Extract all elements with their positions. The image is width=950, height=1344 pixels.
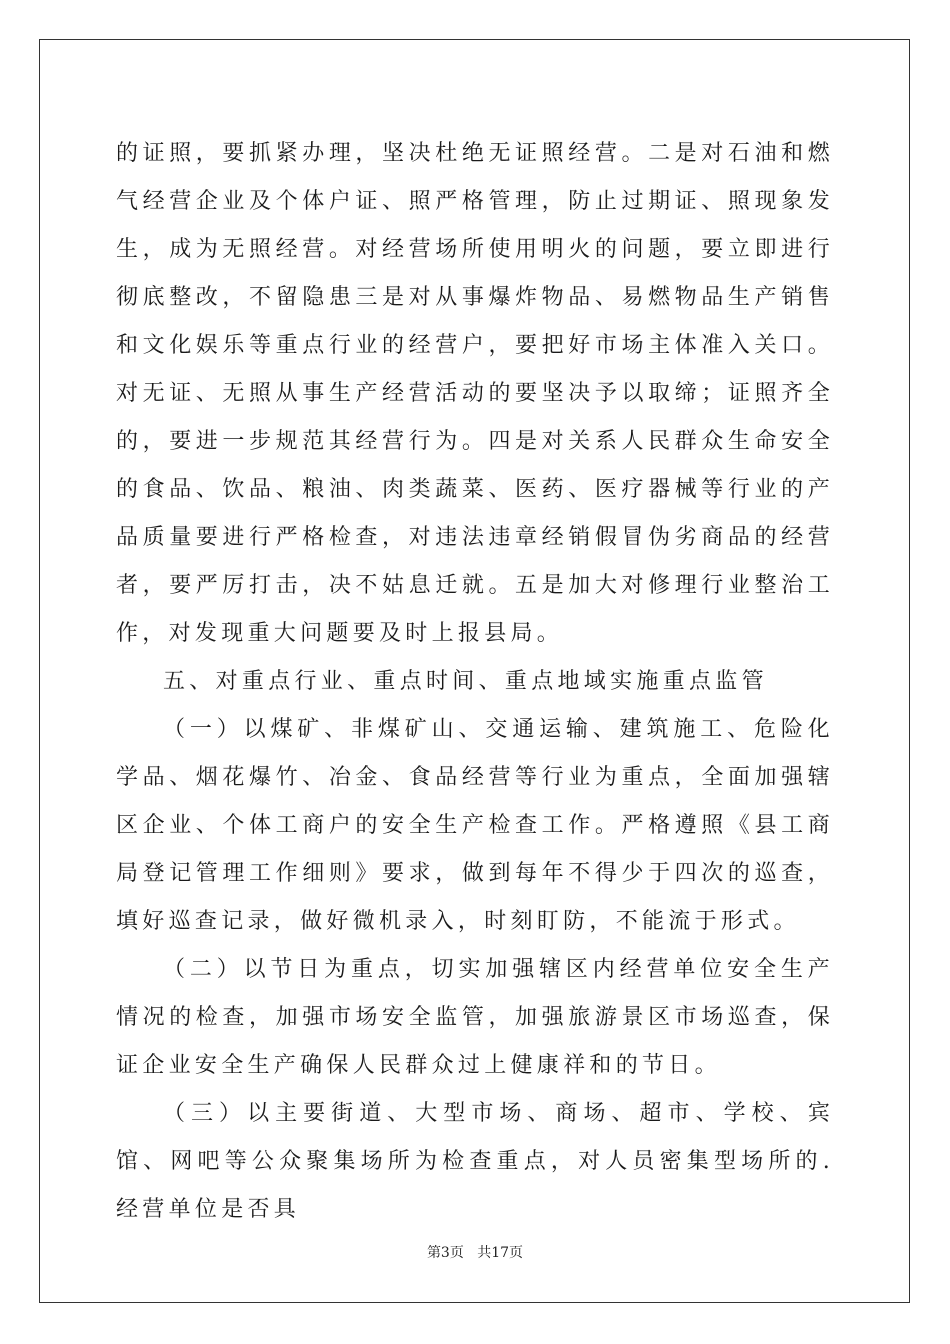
document-body xyxy=(116,130,834,1234)
section-heading: 五、对重点行业、重点时间、重点地域实施重点监管 xyxy=(163,669,768,694)
paragraph-2: （一）以煤矿、非煤矿山、交通运输、建筑施工、危险化学品、烟花爆竹、冶金、食品经营等行业为重点，全面加强辖区企业、个体工商户的安全生产检查工作。严格遵照《县工商局登记管理工作细则》要求，做到每年不得少于四次的巡查，填好巡查记录，做好微机录入，时刻盯防，不能流于形式。 xyxy=(116,717,834,934)
page-total: 共17页 xyxy=(477,1245,524,1261)
paragraph-4: （三）以主要街道、大型市场、商场、超市、学校、宾馆、网吧等公众聚集场所为检查重点，对人员密集型场所的.经营单位是否具 xyxy=(116,1101,834,1222)
page-footer xyxy=(0,1243,950,1263)
paragraph-3: （二）以节日为重点，切实加强辖区内经营单位安全生产情况的检查，加强市场安全监管，加强旅游景区市场巡查，保证企业安全生产确保人民群众过上健康祥和的节日。 xyxy=(116,957,834,1078)
page-number: 第3页 xyxy=(426,1245,464,1261)
paragraph-1: 的证照，要抓紧办理，坚决杜绝无证照经营。二是对石油和燃气经营企业及个体户证、照严格管理，防止过期证、照现象发生，成为无照经营。对经营场所使用明火的问题，要立即进行彻底整改，不留隐患三是对从事爆炸物品、易燃物品生产销售和文化娱乐等重点行业的经营户，要把好市场主体准入关口。对无证、无照从事生产经营活动的要坚决予以取缔；证照齐全的，要进一步规范其经营行为。四是对关系人民群众生命安全的食品、饮品、粮油、肉类蔬菜、医药、医疗器械等行业的产品质量要进行严格检查，对违法违章经销假冒伪劣商品的经营者，要严厉打击，决不姑息迁就。五是加大对修理行业整治工作，对发现重大问题要及时上报县局。 xyxy=(116,141,834,646)
footer-spacer xyxy=(464,1245,477,1261)
